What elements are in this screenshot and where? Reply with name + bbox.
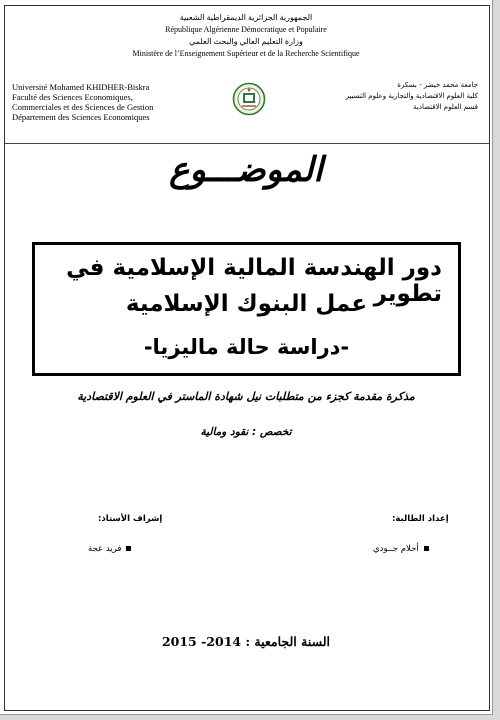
header-ministry-ar: وزارة التعليم العالي والبحث العلمي xyxy=(189,37,303,46)
department-name-fr: Département des Sciences Economiques xyxy=(12,112,150,122)
title-line-3: -دراسة حالة ماليزيا- xyxy=(143,335,350,359)
specialty: تخصص : نقود ومالية xyxy=(200,426,292,438)
memo-description: مذكرة مقدمة كجزء من متطلبات نيل شهادة الماستر في العلوم الاقتصادية xyxy=(77,390,415,403)
bullet-icon xyxy=(424,546,429,551)
supervisor-entry xyxy=(88,544,131,554)
faculty-name-fr-cont: Commerciales et des Sciences de Gestion xyxy=(12,102,154,112)
student-entry xyxy=(373,544,429,554)
title-line-1: دور الهندسة المالية الإسلامية في تطوير xyxy=(66,255,442,307)
academic-year: السنة الجامعية : 2014- 2015 xyxy=(161,634,331,649)
faculty-name-ar: كلية العلوم الاقتصادية والتجارية وعلوم التسيير xyxy=(345,92,478,100)
student-label: إعداد الطالبة: xyxy=(392,514,449,524)
header-republic-ar: الجمهورية الجزائرية الديمقراطية الشعبية xyxy=(179,13,313,22)
university-info-ar xyxy=(308,80,478,113)
subject-heading: الموضـــوع xyxy=(169,150,323,190)
bullet-icon xyxy=(126,546,131,551)
university-logo-icon xyxy=(232,82,266,116)
student-name: أحلام جــودي xyxy=(373,544,419,554)
header-ministry-fr: Ministère de l’Enseignement Supérieur et de la Recherche Scientifique xyxy=(132,49,360,58)
header-separator xyxy=(4,143,490,144)
header-republic-fr: République Algérienne Démocratique et Populaire xyxy=(165,25,327,34)
supervisor-name: فريد عجة xyxy=(88,544,122,554)
university-info-fr xyxy=(12,82,212,122)
university-name-ar: جامعة محمد خيضر - بسكرة xyxy=(397,81,478,89)
faculty-name-fr: Faculté des Sciences Economiques, xyxy=(12,92,133,102)
department-name-ar: قسم العلوم الاقتصادية xyxy=(413,103,478,111)
thesis-title-box xyxy=(32,242,461,376)
supervisor-label: إشراف الأستاذ: xyxy=(98,514,163,524)
university-name-fr: Université Mohamed KHIDHER-Biskra xyxy=(12,82,150,92)
title-line-2: عمل البنوك الإسلامية xyxy=(125,291,368,317)
